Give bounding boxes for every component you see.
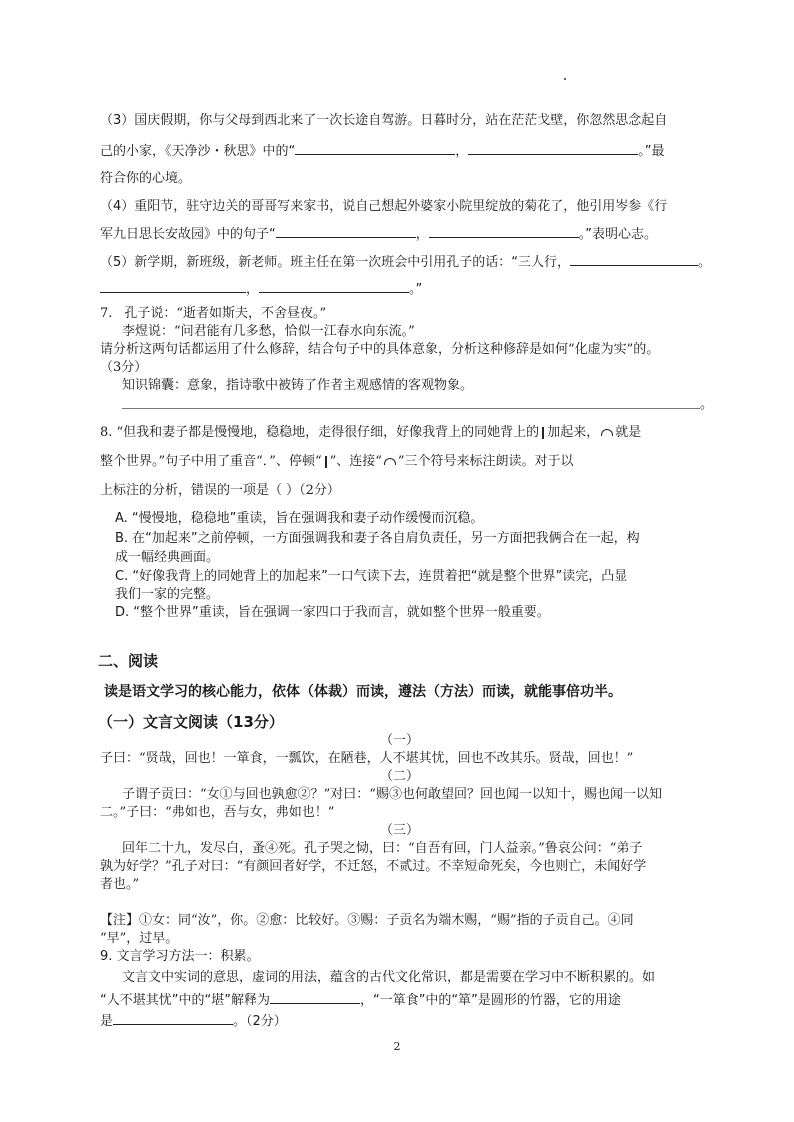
passage-1: 子曰：“贤哉，回也！一箪食，一瓢饮，在陋巷，人不堪其忧，回也不改其乐。贤哉，回也！” [100,751,634,766]
answer-blank[interactable] [270,990,360,1004]
answer-blank[interactable] [570,252,698,266]
notes-line1: 【注】①女：同“汝”，你。②愈：比较好。③赐：子贡名为端木赐，“赐”指的子贡自己。④同 [100,913,634,928]
answer-blank[interactable] [259,279,409,293]
passage-2-line2: 二。”子曰：“弗如也，吾与女，弗如也！” [100,805,335,820]
answer-blank[interactable] [113,1011,233,1025]
q8-option-c-line1: C. “好像我背上的同她背上的加起来”一口气读下去，连贯着把“就是整个世界”读完，凸显 [115,569,628,584]
link-mark-icon [384,458,396,465]
q7-quote2: 李煜说：“问君能有几多愁，恰似一江春水向东流。” [122,324,415,339]
q9-title: 9. 文言学习方法一：积累。 [100,949,260,964]
passage-2-line1: 子谓子贡曰：“女①与回也孰愈②？”对曰：“赐③也何敢望回？回也闻一以知十，赐也闻一以知 [122,787,662,802]
passage-marker-3: （三） [380,823,420,838]
q9-line3: 是 。（2分） [100,1011,287,1031]
page-number: 2 [393,1040,401,1053]
q7-tip: 知识锦囊：意象，指诗歌中被铸了作者主观感情的客观物象。 [122,378,474,393]
passage-3-line1: 回年二十九，发尽白，蚤④死。孔子哭之恸，曰：“自吾有回，门人益亲。”鲁哀公问：“弟子 [122,841,643,856]
q6-item5-line2: ， 。” [100,279,422,299]
q8-line2: 整个世界。”句子中用了重音“．”、停顿“ ”、连接“ ”三个符号来标注朗读。对于以 [100,454,574,469]
q8-line1: 8. “但我和妻子都是慢慢地，稳稳地，走得很仔细，好像我背上的同她背上的 加起来， 就是 [100,425,642,440]
q9-line2: “人不堪其忧”中的“堪”解释为 ，“一箪食”中的“箪”是圆形的竹器，它的用途 [100,990,621,1010]
answer-blank[interactable] [100,279,246,293]
q7-line1: 7. 孔子说：“逝者如斯夫，不舍昼夜。” [100,306,327,321]
answer-blank[interactable] [276,224,416,238]
scan-dot [564,78,566,80]
q8-option-b-line2: 成一幅经典画面。 [115,550,220,565]
answer-blank[interactable] [468,141,638,155]
q7-end-mark: 。 [700,397,714,412]
q9-line1: 文言文中实词的意思，虚词的用法，蕴含的古代文化常识，都是需要在学习中不断积累的。如 [122,970,656,985]
q6-item4-line1: （4）重阳节，驻守边关的哥哥写来家书，说自己想起外婆家小院里绽放的菊花了，他引用岑参《行 [100,199,668,214]
q6-item3-line3: 符合你的心境。 [100,171,192,186]
answer-blank[interactable] [295,141,455,155]
q6-item3-line2: 己的小家，《天净沙・秋思》中的“ ， 。”最 [100,141,665,161]
notes-line2: “早”，过早。 [100,931,179,946]
link-mark-icon [601,429,613,436]
passage-marker-1: （一） [380,733,420,748]
pause-mark-icon [325,456,327,468]
q8-option-d: D. “整个世界”重读，旨在强调一家四口于我而言，就如整个世界一般重要。 [115,605,550,620]
q6-item3-line1: （3）国庆假期，你与父母到西北来了一次长途自驾游。日暮时分，站在茫茫戈壁，你忽然思念起自 [100,113,668,128]
q8-option-c-line2: 我们一家的完整。 [115,587,220,602]
passage-3-line2: 孰为好学？”孔子对曰：“有颜回者好学，不迁怒，不贰过。不幸短命死矣，今也则亡，未闻好学 [100,859,647,874]
passage-3-line3: 者也。” [100,877,140,892]
answer-blank[interactable] [429,224,579,238]
q7-score: （3分） [100,360,148,375]
q7-question: 请分析这两句话都运用了什么修辞，结合句子中的具体意象，分析这种修辞是如何“化虚为实”的。 [100,342,660,357]
pause-mark-icon [542,427,544,439]
section-title: 二、阅读 [98,652,159,670]
q8-line3: 上标注的分析，错误的一项是（ ）（2分） [100,483,340,498]
q6-item4-line2: 军九日思长安故园》中的句子“ ， 。”表明心志。 [100,224,657,244]
q8-option-a: A. “慢慢地，稳稳地”重读，旨在强调我和妻子动作缓慢而沉稳。 [115,511,484,526]
q6-item5-line1: （5）新学期，新班级，新老师。班主任在第一次班会中引用孔子的话：“三人行， 。 [100,252,711,272]
passage-marker-2: （二） [380,769,420,784]
section-intro: 读是语文学习的核心能力，依体（体裁）而读，遵法（方法）而读，就能事倍功半。 [104,684,622,700]
answer-line[interactable] [122,408,700,409]
subsection-title: （一）文言文阅读（13分） [98,713,284,731]
q8-option-b-line1: B. 在“加起来”之前停顿，一方面强调我和妻子各自肩负责任，另一方面把我俩合在一起，构 [115,531,640,546]
